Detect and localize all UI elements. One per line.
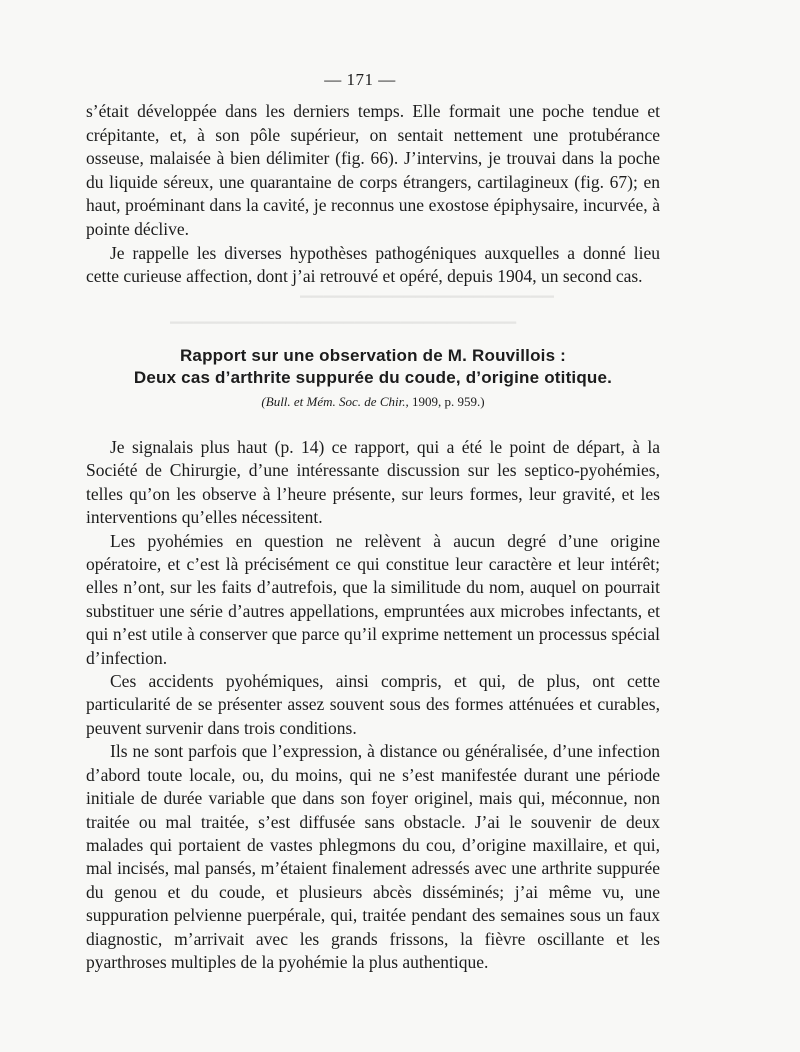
section-body <box>86 436 660 974</box>
intro-text <box>86 100 660 289</box>
reference-details: 1909, p. 959.) <box>411 394 485 409</box>
bleed-through-texture: ▁▁▁▁▁▁▁▁▁▁▁▁▁▁▁▁▁▁▁▁▁▁▁▁▁▁▁▁▁▁ <box>170 308 517 324</box>
paragraph: Ces accidents pyohémiques, ainsi compris, et qui, de plus, ont cette particularité de se présenter assez souvent sous des formes atténuées et curables, peuvent survenir dans trois conditions. <box>86 671 660 738</box>
paragraph: s’était développée dans les derniers temps. Elle formait une poche tendue et crépitante, et, à son pôle supérieur, on sentait nettement une protubérance osseuse, malaisée à bien délimiter (fig. 66). J’intervins, je trouvai dans la poche du liquide séreux, une quarantaine de corps étrangers, cartilagineux (fig. 67); en haut, proéminant dans la cavité, je reconnus une exostose épiphysaire, incurvée, à pointe déclive. <box>86 101 660 239</box>
bleed-through-texture: ▁▁▁▁▁▁▁▁▁▁▁▁▁▁▁▁▁▁▁▁▁▁ <box>300 282 554 298</box>
paragraph: Les pyohémies en question ne relèvent à aucun degré d’une origine opératoire, et c’est là précisément ce qui constitue leur caractère et leur intérêt; elles n’ont, sur les faits d’autrefois, que la similitude du nom, auquel on pourrait substituer une série d’autres appellations, empruntées aux microbes infectants, et qui n’est utile à conserver que parce qu’il exprime nettement un processus spécial d’infection. <box>86 530 660 668</box>
section-title: Rapport sur une observation de M. Rouvillois : <box>179 346 567 365</box>
paragraph: Ils ne sont parfois que l’expression, à distance ou généralisée, d’une infection d’abord toute locale, ou, du moins, qui ne s’est manifestée durant une période initiale de durée variable que dans son foyer originel, mais qui, méconnue, non traitée ou mal traitée, s’est diffusée sans obstacle. J’ai le souvenir de deux malades qui portaient de vastes phlegmons du cou, d’origine maxillaire, et qui, mal incisés, mal pansés, m’étaient finalement adressés avec une arthrite suppurée du genou et du coude, et plusieurs abcès disséminés; j’ai même vu, une suppuration pelvienne puerpérale, qui, traitée pendant des semaines sous un faux diagnostic, m’arrivait avec les grands frissons, la fièvre oscillante et les pyarthroses multiples de la pyohémie la plus authentique. <box>86 741 660 972</box>
paragraph: Je rappelle les diverses hypothèses pathogéniques auxquelles a donné lieu cette curieuse affection, dont j’ai retrouvé et opéré, depuis 1904, un second cas. <box>86 242 660 287</box>
paragraph: Je signalais plus haut (p. 14) ce rapport, qui a été le point de départ, à la Société de Chirurgie, d’une intéressante discussion sur les septico-pyohémies, telles qu’on les observe à l’heure présente, sur leurs formes, leur gravité, et les interventions qu’elles nécessitent. <box>86 437 660 528</box>
section-subtitle: Deux cas d’arthrite suppurée du coude, d’origine otitique. <box>133 368 613 387</box>
reference-journal: (Bull. et Mém. Soc. de Chir., <box>261 394 409 409</box>
page-number: — 171 — <box>324 70 396 89</box>
bibliographic-reference <box>86 394 660 410</box>
